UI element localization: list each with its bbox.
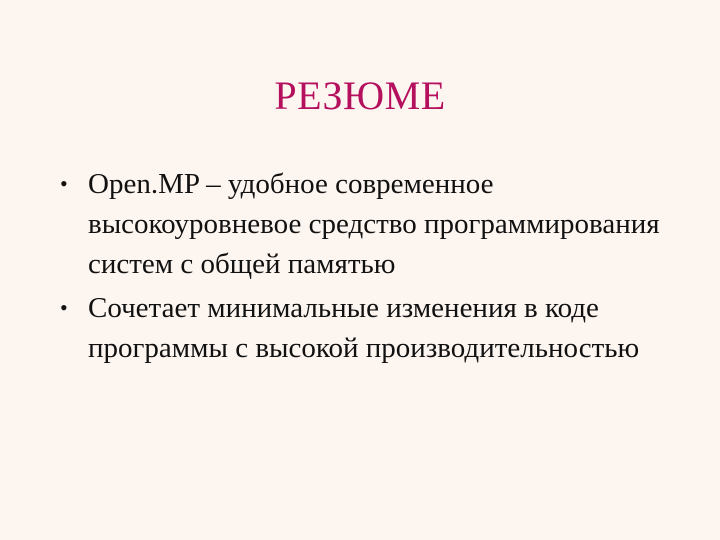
bullet-item (56, 288, 686, 368)
bullet-text: Open.MP – удобное современное высокоуровневое средство программирования систем с общей памятью (88, 168, 660, 280)
slide-title: РЕЗЮМЕ (274, 73, 446, 118)
bullet-text: Сочетает минимальные изменения в коде программы с высокой производительностью (88, 292, 640, 364)
bullet-dot-icon: • (60, 295, 68, 320)
bullet-dot-icon: • (60, 171, 68, 196)
bullet-list (56, 164, 686, 372)
bullet-item (56, 164, 686, 284)
